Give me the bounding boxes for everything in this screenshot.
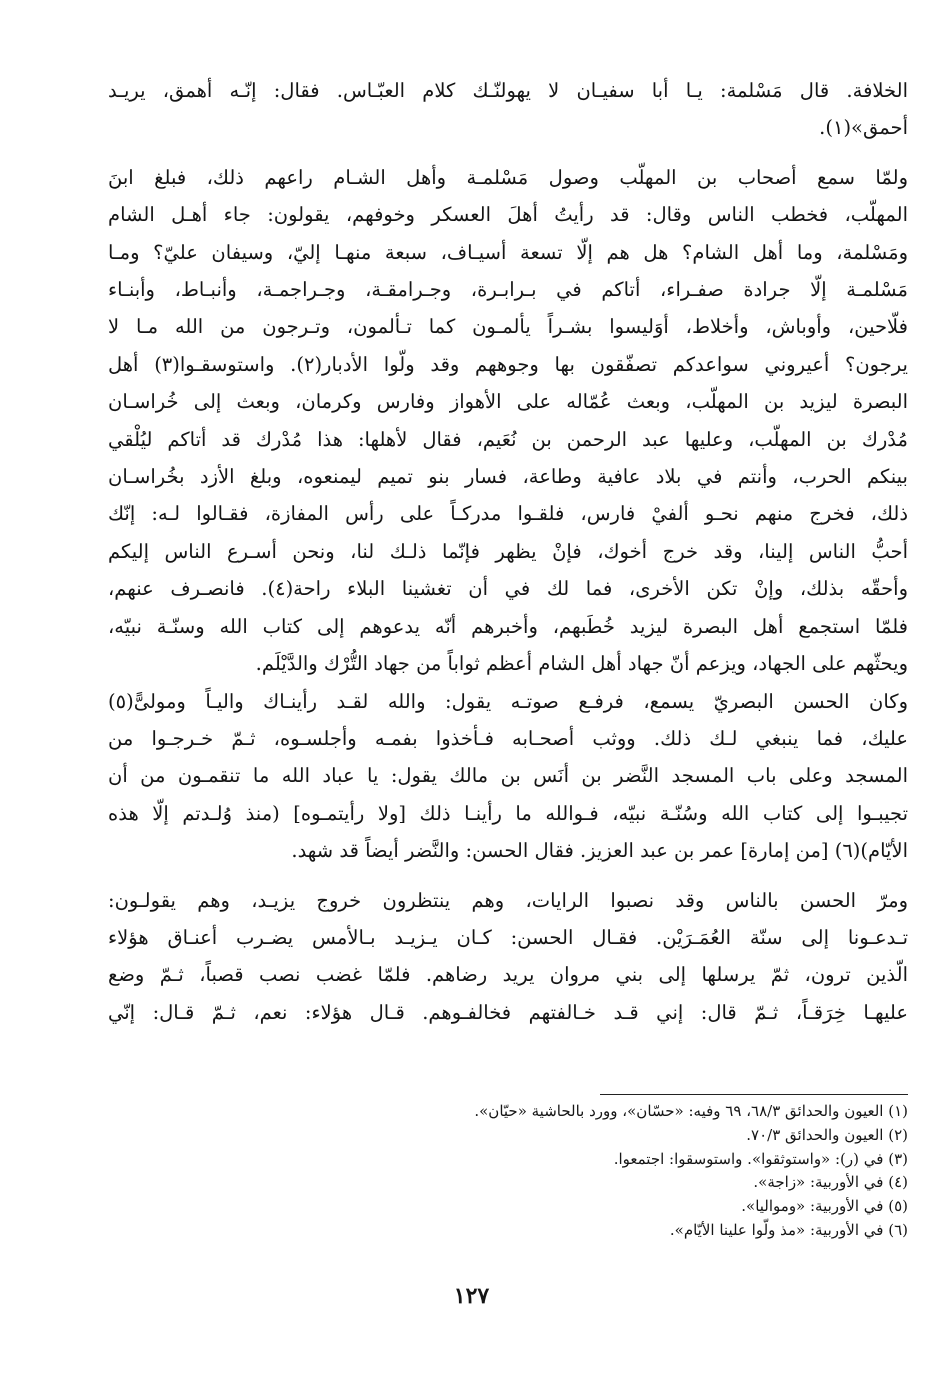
footnote-divider — [600, 1094, 908, 1095]
text-line: عليك، فما ينبغي لـك ذلك. ووثب أصحـابه فـأخذوا بفمـه وأجلسـوه، ثـمّ خـرجـوا من — [108, 726, 908, 750]
text-line: وأحقّه بذلك، وإنْ تكن الأخرى، فما لك في أن تغشينا البلاء راحة(٤). فانصـرف عنهم، — [108, 577, 908, 601]
text-line: تـدعـونا إلى سنّة العُمَـرَيْن. فقـال الحسن: كـان يـزيـد بـالأمس يضـرب أعنـاق هؤلاء — [108, 925, 908, 949]
paragraph — [108, 882, 908, 1032]
footnote: (٤) في الأوربية: «زاجة». — [753, 1173, 908, 1192]
text-line: مُدْرك بن المهلّب، وعليها عبد الرحمن بن نُعَيم، فقال لأهلها: هذا مُدْرك قد أتاكم ليُلْقي — [108, 427, 908, 451]
text-line: أحمق»(١). — [819, 116, 908, 140]
text-line: مَسْلمـة إلّا جرادة صفـراء، أتاكم في بـرابـرة، وجـرامقـة، وجـراجمـة، وأنبـاط، وأبنـاء — [108, 278, 908, 302]
text-line: المهلّب، فخطب الناس وقال: قد رأيتُ أهلَ العسكر وخوفهم، يقولون: جاء أهـل الشام — [108, 203, 908, 227]
text-line: أحبُّ الناس إلينا، وقد خرج أخوك، فإنْ يظهر فإنّما ذلـك لنا، ونحن أسـرع الناس إليكم — [108, 539, 908, 563]
text-line: ولمّا سمع أصحاب بن المهلّب وصول مَسْلمـة وأهل الشـام راعهم ذلك، فبلغ ابنَ — [108, 165, 908, 189]
text-line: ومَسْلمة، وما أهل الشام؟ هل هم إلّا تسعة أسيـاف، سبعة منهـا إليّ، وسيفان عليّ؟ ومـا — [108, 240, 908, 264]
text-line: الّذين ترون، ثمّ يرسلها إلى بني مروان يريد رضاهم. فلمّا غضب نصب قصباً، ثـمّ وضع — [108, 963, 908, 987]
text-line: ومرّ الحسن بالناس وقد نصبوا الرايات، وهم ينتظرون خروج يزيـد، وهم يقولـون: — [108, 888, 908, 912]
footnote: (٢) العيون والحدائق ٧٠/٣. — [746, 1125, 908, 1144]
text-line: وكان الحسن البصريّ يسمع، فرفـع صوتـه يقول: والله لقـد رأينـاك واليـاً ومولىًّ(٥) — [108, 689, 908, 713]
footnote: (٣) في (ر): «واستوثقوا». واستوسقوا: اجتمعوا. — [613, 1149, 908, 1168]
footnote: (١) العيون والحدائق ٦٨/٣، ٦٩ وفيه: «حسّان»، وورد بالحاشية «حيّان». — [474, 1102, 908, 1120]
text-line: ذلك، فخرج منهم نحـو ألفيْ فارس، فلقـوا مدركـاً على رأس المفازة، فقـالوا لـه: إنّك — [108, 502, 908, 526]
footnote: (٥) في الأوربية: «ومواليا». — [741, 1197, 908, 1216]
page-number: ١٢٧ — [453, 1283, 490, 1309]
text-line: تجيبـوا إلى كتاب الله وسُنّـة نبيّه، فـوالله ما رأينـا ذلك [ولا رأيتمـوه] (منذ وُلـدتم إلّا هذه — [108, 801, 908, 825]
footnotes — [108, 1100, 908, 1243]
paragraph — [108, 683, 908, 870]
text-line: الخلافة. قال مَسْلمة: يـا أبا سفيـان لا يهولنّـك كلام العبّـاس. فقال: إنّـه أهمق، يريـد — [108, 79, 908, 102]
text-line: فلّاحين، وأوباش، وأخلاط، أوَليسوا بشـراً يألمـون كما تـألمون، وتـرجون من الله مـا لا — [108, 315, 908, 339]
paragraph — [108, 159, 908, 683]
text-line: المسجد وعلى باب المسجد النَّضر بن أنَس بن مالك يقول: يا عباد الله ما تنقمـون من أن — [108, 764, 908, 788]
text-line: الأيّام)(٦) [من إمارة] عمر بن عبد العزيز. فقال الحسن: والنَّضر أيضاً قد شهد. — [291, 839, 908, 863]
footnote: (٦) في الأوربية: «مذ ولّوا علينا الأيّام». — [669, 1220, 908, 1239]
text-line: البصرة ليزيد بن المهلّب، وبعث عُمّاله على الأهواز وفارس وكرمان، وبعث إلى خُراسـان — [108, 390, 908, 414]
text-line: ويحثّهم على الجهاد، ويزعم أنّ جهاد أهل الشام أعظم ثواباً من جهاد التُّرْك والدَّيْلَم. — [255, 652, 908, 676]
text-line: يرجون؟ أعيروني سواعدكم تصفّقون بها وجوههم وقد ولّوا الأدبار(٢). واستوسقـوا(٣) أهل — [108, 352, 908, 376]
text-line: بينكم الحرب، وأنتم في بلاد عافية وطاعة، فسار بنو تميم ليمنعوه، وبلغ الأزد بخُراسـان — [108, 465, 908, 489]
body-text — [108, 72, 908, 1031]
text-line: فلمّا استجمع أهل البصرة ليزيد خُطَبهم، وأخبرهم أنّه يدعوهم إلى كتاب الله وسنّـة نبيّه، — [108, 614, 908, 638]
paragraph — [108, 72, 908, 147]
text-line: عليهـا خِرَقـاً، ثـمّ قال: إني قـد خـالفتهم فخالفـوهم. قـال هؤلاء: نعم، ثـمّ قـال: إنّي — [108, 1000, 908, 1024]
